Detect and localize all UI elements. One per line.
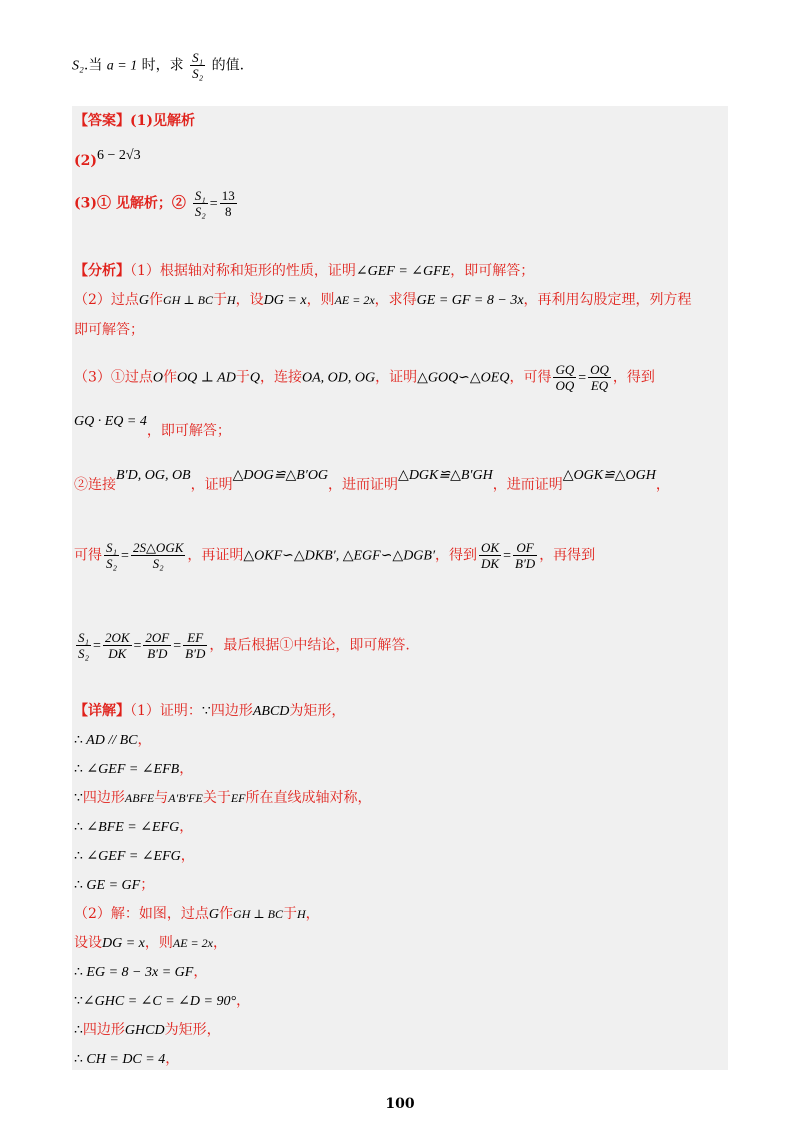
analysis-fraction-gq-oq: $\frac{GQ}{OQ}$ xyxy=(555,362,575,393)
detail-line-2: ∴ AD // BC， xyxy=(74,732,152,748)
detail-line-5: ∴ ∠BFE = ∠EFG， xyxy=(74,819,194,835)
detail-line-7: ∴ GE = GF； xyxy=(74,877,155,893)
detail-line-3: ∴ ∠GEF = ∠EFB， xyxy=(74,761,194,777)
analysis-fraction-ef-bd: $\frac{EF}{B'D}$ xyxy=(185,630,206,661)
detail-line-8: （2）解：如图，过点G作GH ⊥ BC于H， xyxy=(74,906,320,922)
analysis-line-4: （3）①过点O作OQ ⊥ AD于Q，连接OA, OD, OG，证明△GOQ∽△OEQ，可得 $\frac{GQ}{OQ}$ = $\frac{OQ}{EQ}$ ，得到 xyxy=(74,362,655,393)
answer-fraction-s: $\frac{\text{S₁}}{\text{S₂}}$ xyxy=(194,188,206,219)
analysis-fraction-oq-eq: $\frac{OQ}{EQ}$ xyxy=(590,362,609,393)
detail-line-10: ∴ EG = 8 − 3x = GF， xyxy=(74,964,208,980)
page-number: 100 xyxy=(385,1096,415,1112)
analysis-fraction-s1-s2-b: $\frac{\text{S₁}}{\text{S₂}}$ xyxy=(78,630,90,661)
answer-fraction-value: $\frac{13}{8}$ xyxy=(221,188,235,219)
detail-line-11: ∵∠GHC = ∠C = ∠D = 90°， xyxy=(74,993,251,1009)
analysis-line-1: 【分析】（1）根据轴对称和矩形的性质，证明∠GEF = ∠GFE，即可解答； xyxy=(74,263,535,279)
analysis-line-7: 可得 $\frac{\text{S₁}}{\text{S₂}}$ = $\frac{\text{2S△OGK}}{\text{S₂}}$ ，再证明△OKF∽△DKB′, △EGF∽△DGB′，得到 $\frac{OK}{DK}$ = $\frac{OF}{B'D}$ ，再得到 xyxy=(74,540,596,571)
analysis-fraction-s1-s2: $\frac{\text{S₁}}{\text{S₂}}$ xyxy=(106,540,118,571)
analysis-line-8: $\frac{\text{S₁}}{\text{S₂}}$ = $\frac{2OK}{DK}$ = $\frac{2OF}{B'D}$ = $\frac{EF}{B'D}$ ，最后根据①中结论，即可解答. xyxy=(78,630,410,661)
analysis-fraction-2s-s2: $\frac{\text{2S△OGK}}{\text{S₂}}$ xyxy=(132,540,184,571)
detail-line-12: ∴四边形GHCD为矩形， xyxy=(74,1022,221,1038)
analysis-line-2: （2）过点G作GH ⊥ BC于H，设DG = x，则AE = 2x，求得GE = GF = 8 − 3x，再利用勾股定理，列方程 xyxy=(74,292,692,308)
solution-panel xyxy=(72,106,728,1070)
analysis-fraction-of-bd: $\frac{OF}{B'D}$ xyxy=(515,540,536,571)
analysis-fraction-2ok-dk: $\frac{2OK}{DK}$ xyxy=(104,630,130,661)
detail-line-6: ∴ ∠GEF = ∠EFG， xyxy=(74,848,195,864)
analysis-line-6: ②连接B′D, OG, OB，证明△DOG≌△B′OG，进而证明△DGK≌△B′GH，进而证明△OGK≌△OGH， xyxy=(74,468,670,493)
intro-line: S₂.当 a = 1 时，求 $\frac{\text{S₁}}{\text{S₂}}$ 的值. xyxy=(72,50,245,81)
detail-line-4: ∵四边形ABFE与A′B′FE关于EF所在直线成轴对称， xyxy=(74,790,372,806)
intro-fraction: $\frac{\text{S₁}}{\text{S₂}}$ xyxy=(192,50,204,81)
detail-line-1: 【详解】（1）证明：∵四边形ABCD为矩形， xyxy=(74,703,346,719)
detail-line-13: ∴ CH = DC = 4， xyxy=(74,1051,180,1067)
analysis-line-3: 即可解答； xyxy=(74,322,144,338)
answer-line-2: (2)6 − 2√3 xyxy=(74,148,141,169)
answer-line-3: (3)① 见解析；② $\frac{\text{S₁}}{\text{S₂}}$ = $\frac{13}{8}$ xyxy=(74,188,235,219)
analysis-line-5: GQ · EQ = 4，即可解答； xyxy=(74,414,231,439)
detail-line-9: 设设DG = x，则AE = 2x， xyxy=(74,935,227,951)
analysis-fraction-ok-dk: $\frac{OK}{DK}$ xyxy=(481,540,500,571)
analysis-fraction-2of-bd: $\frac{2OF}{B'D}$ xyxy=(145,630,170,661)
answer-line-1: 【答案】(1)见解析 xyxy=(74,113,195,129)
